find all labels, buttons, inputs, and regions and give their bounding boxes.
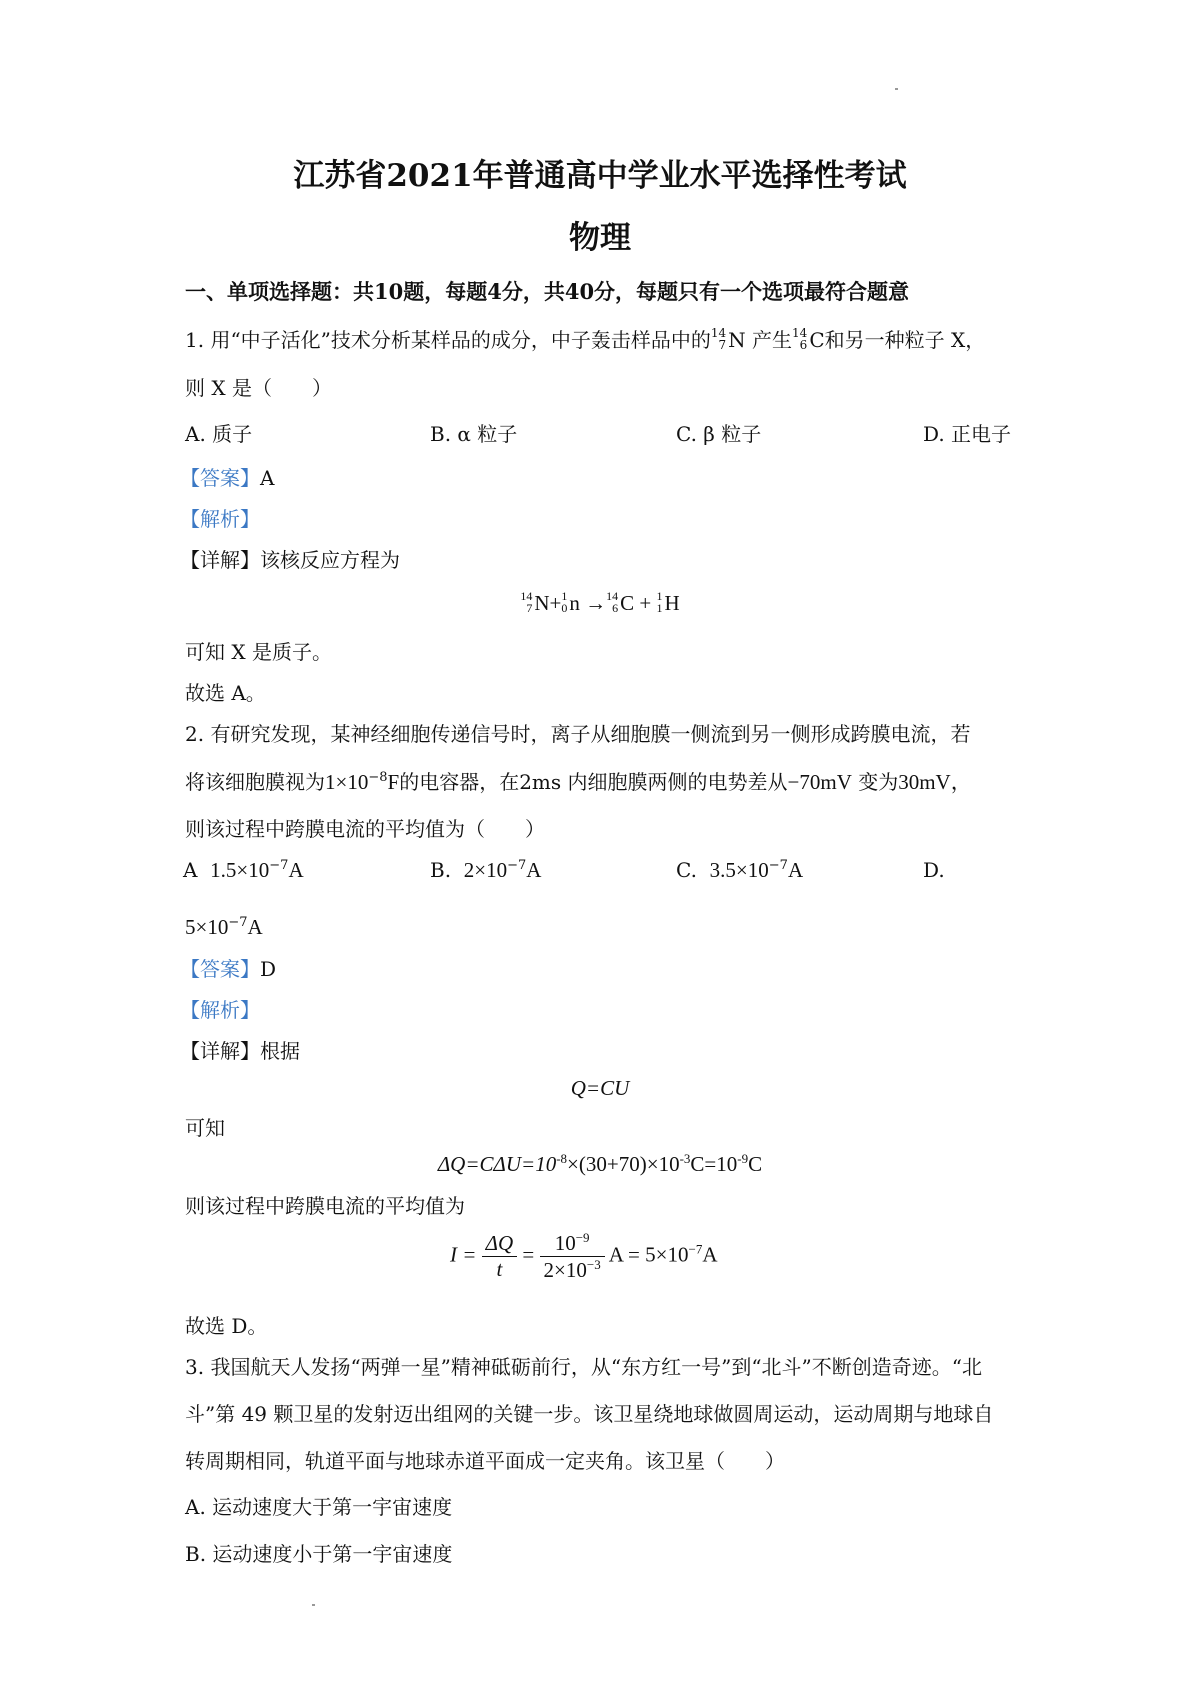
- q2-option-a: A $1.5\times 10^{-7}A$: [183, 858, 304, 882]
- q2-equation-delta-q: $\Delta Q=C\Delta U=10^{-8}\times(30+70)\times 10^{-3}C=10^{-9}C$: [437, 1151, 763, 1176]
- q2-stem-line1: 2. 有研究发现，某神经细胞传递信号时，离子从细胞膜一侧流到另一侧形成跨膜电流，若: [185, 722, 971, 746]
- q1-choose: 故选 A。: [185, 681, 266, 705]
- q2-stem-line2: 将该细胞膜视为$1\times 10^{-8}F$的电容器，在2ms 内细胞膜两侧的电势差从−70mV 变为30mV，: [185, 770, 972, 794]
- q1-stem-line2: 则 X 是（ ）: [185, 376, 332, 400]
- q1-stem-line1: 1. 用“中子活化”技术分析某样品的成分，中子轰击样品中的 14 7 N 产生 14 6 C和另一种粒子 X，: [185, 326, 986, 352]
- subject-title: 物理: [569, 220, 631, 256]
- q2-know: 可知: [185, 1116, 225, 1140]
- q2-option-d-label: D.: [923, 858, 945, 882]
- q2-equation-q-cu: Q=CU: [570, 1076, 630, 1100]
- exam-title: 江苏省2021年普通高中学业水平选择性考试: [293, 158, 907, 194]
- q2-avg-text: 则该过程中跨膜电流的平均值为: [185, 1194, 465, 1218]
- q1-answer: 【答案】A: [180, 466, 275, 490]
- q1-nuclear-equation: 14 7 N+ 1 0 n → 14 6 C + 1 1 H: [520, 589, 680, 615]
- q2-option-d-value: $5\times 10^{-7}A$: [185, 915, 263, 939]
- q3-stem-line1: 3. 我国航天人发扬“两弹一星”精神砥砺前行，从“东方红一号”到“北斗”不断创造奇迹。“北: [185, 1355, 983, 1379]
- q3-stem-line2: 斗”第 49 颗卫星的发射迈出组网的关键一步。该卫星绕地球做圆周运动，运动周期与地球自: [185, 1402, 994, 1426]
- q2-answer: 【答案】D: [180, 957, 277, 981]
- q1-option-d: D. 正电子: [923, 422, 1012, 446]
- q2-stem-line3: 则该过程中跨膜电流的平均值为（ ）: [185, 817, 545, 841]
- q3-option-a: A. 运动速度大于第一宇宙速度: [185, 1495, 453, 1519]
- q2-equation-current: I = $\frac{\Delta Q}{t}$ = $\frac{10^{-9}}{2\times 10^{-3}}$ $A = 5\times 10^{-7}A$: [450, 1230, 718, 1282]
- q2-option-b: B. $2\times 10^{-7}A$: [430, 858, 542, 882]
- scan-speck: [895, 88, 898, 90]
- q1-option-c: C. β 粒子: [676, 422, 762, 446]
- section-heading: 一、单项选择题：共10题，每题4分，共40分，每题只有一个选项最符合题意: [185, 279, 910, 304]
- q1-conclusion: 可知 X 是质子。: [185, 640, 332, 664]
- q1-analysis-tag: 【解析】: [180, 507, 260, 531]
- q2-detail: 【详解】根据: [180, 1039, 300, 1063]
- q2-analysis-tag: 【解析】: [180, 998, 260, 1022]
- q3-stem-line3: 转周期相同，轨道平面与地球赤道平面成一定夹角。该卫星（ ）: [185, 1449, 785, 1473]
- q2-option-c: C. $3.5\times 10^{-7}A$: [676, 858, 804, 882]
- q1-detail: 【详解】该核反应方程为: [180, 548, 400, 572]
- q3-option-b: B. 运动速度小于第一宇宙速度: [185, 1542, 453, 1566]
- q1-option-a: A. 质子: [185, 422, 253, 446]
- q1-option-b: B. α 粒子: [430, 422, 518, 446]
- scan-speck-bottom: [312, 1604, 315, 1606]
- q2-choose: 故选 D。: [185, 1314, 268, 1338]
